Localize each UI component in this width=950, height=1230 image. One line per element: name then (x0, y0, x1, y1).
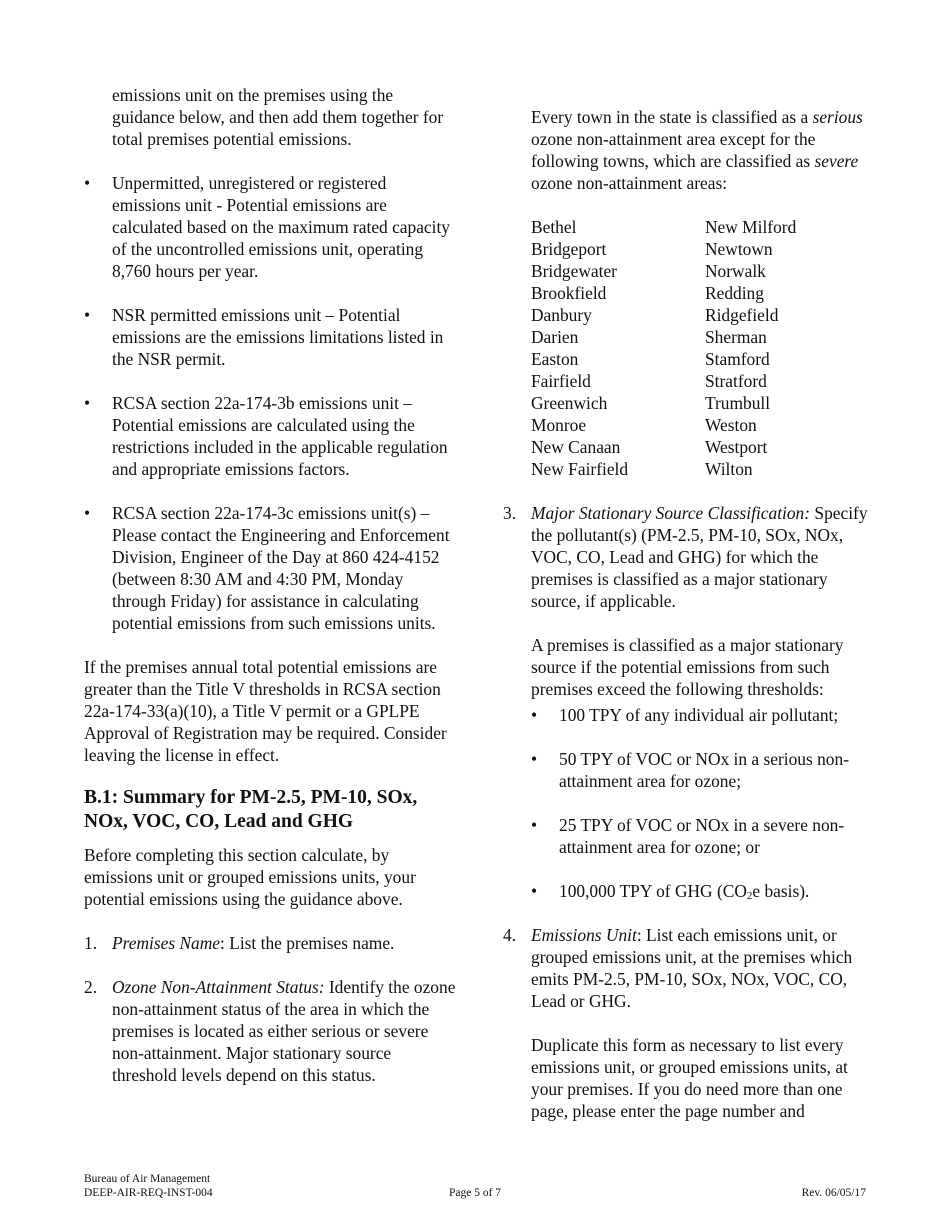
bullet-item (84, 304, 456, 370)
bullet-icon: • (531, 705, 538, 725)
title-v-paragraph: If the premises annual total potential emissions are greater than the Title V thresholds in RCSA section 22a-174-33(a)(10), a Title V permit or a GPLPE Approval of Registration may be required. Consider leaving the license in effect. (84, 657, 447, 765)
item-text: Identify the ozone non-attainment status of the area in which the premises is located as either serious or severe non-attainment. Major stationary source threshold levels depend on this status. (112, 977, 456, 1085)
threshold-text: 25 TPY of VOC or NOx in a severe non-attainment area for ozone; or (559, 815, 845, 857)
item-label: Major Stationary Source Classification: (531, 503, 811, 523)
bullet-icon: • (531, 815, 538, 835)
item-text: Specify the pollutant(s) (PM-2.5, PM-10, SOx, NOx, VOC, CO, Lead and GHG) for which the premises is classified as a major stationary source, if applicable. (531, 503, 868, 611)
major-source-paragraph: A premises is classified as a major stationary source if the potential emissions from such premises exceed the following thresholds: (531, 635, 844, 699)
bullet-text: RCSA section 22a-174-3c emissions unit(s) – Please contact the Engineering and Enforcement Division, Engineer of the Day at 860 424-4152 (between 8:30 AM and 4:30 PM, Monday through Friday) for assistance in calculating potential emissions from such emissions units. (112, 503, 450, 633)
item-text: : List the premises name. (220, 933, 395, 953)
item-label: Ozone Non-Attainment Status: (112, 977, 325, 997)
item-number: 3. (503, 503, 517, 523)
bullet-item (84, 172, 456, 282)
bullet-text: NSR permitted emissions unit – Potential emissions are the emissions limitations listed in the NSR permit. (112, 305, 444, 369)
section-heading: B.1: Summary for PM-2.5, PM-10, SOx, NOx, VOC, CO, Lead and GHG (84, 787, 418, 832)
threshold-item (503, 704, 875, 726)
bullet-icon: • (84, 503, 91, 523)
threshold-item (503, 814, 875, 858)
bullet-item (84, 502, 456, 634)
right-column (503, 106, 875, 1122)
table-row: Bethel New Milford (531, 217, 797, 237)
footer-bureau: Bureau of Air Management (84, 1173, 211, 1185)
item-label: Premises Name (112, 933, 221, 953)
table-row: New Canaan Westport (531, 437, 768, 457)
table-row: Bridgeport Newtown (531, 239, 773, 259)
threshold-text: 100,000 TPY of GHG ($CO_2e$ basis). (559, 881, 810, 902)
intro-paragraph: emissions unit on the premises using the guidance below, and then add them together for total premises potential emissions. (112, 85, 444, 149)
threshold-text: 100 TPY of any individual air pollutant; (559, 705, 839, 725)
bullet-item (84, 392, 456, 480)
bullet-icon: • (531, 881, 538, 901)
bullet-icon: • (84, 305, 91, 325)
severe-towns-table (531, 216, 796, 480)
numbered-item-4 (503, 924, 875, 1012)
table-row: Greenwich Trumbull (531, 393, 771, 413)
numbered-item-3 (503, 502, 875, 612)
bullet-text: Unpermitted, unregistered or registered emissions unit - Potential emissions are calculated based on the maximum rated capacity of the uncontrolled emissions unit, operating 8,760 hours per year. (112, 173, 451, 281)
numbered-item-2 (84, 976, 456, 1086)
ozone-paragraph: Every town in the state is classified as a serious ozone non-attainment area except for the following towns, which are classified as severe ozone non-attainment areas: (531, 107, 863, 193)
table-row: Danbury Ridgefield (531, 305, 779, 325)
bullet-icon: • (84, 393, 91, 413)
table-row: Darien Sherman (531, 327, 767, 347)
section-intro: Before completing this section calculate, by emissions unit or grouped emissions units, your potential emissions using the guidance above. (84, 845, 416, 909)
footer-form-id: DEEP-AIR-REQ-INST-004 (84, 1187, 213, 1199)
item-text: : List each emissions unit, or grouped emissions unit, at the premises which emits PM-2.5, PM-10, SOx, NOx, VOC, CO, Lead or GHG. (531, 925, 853, 1011)
threshold-item (503, 880, 875, 902)
bullet-icon: • (84, 173, 91, 193)
bullet-text: RCSA section 22a-174-3b emissions unit – Potential emissions are calculated using the restrictions included in the applicable regulation and appropriate emissions factors. (112, 393, 448, 479)
table-row: Bridgewater Norwalk (531, 261, 766, 281)
table-row: New Fairfield Wilton (531, 459, 753, 479)
numbered-item-1 (84, 932, 456, 954)
footer-revision: Rev. 06/05/17 (801, 1187, 866, 1199)
item-number: 2. (84, 977, 98, 997)
left-column (84, 84, 456, 1086)
table-row: Monroe Weston (531, 415, 757, 435)
table-row: Easton Stamford (531, 349, 770, 369)
item-number: 1. (84, 933, 98, 953)
threshold-text: 50 TPY of VOC or NOx in a serious non-attainment area for ozone; (559, 749, 849, 791)
item-label: Emissions Unit (531, 925, 637, 945)
bullet-icon: • (531, 749, 538, 769)
duplicate-paragraph: Duplicate this form as necessary to list every emissions unit, or grouped emissions units, at your premises. If you do need more than one page, please enter the page number and (531, 1035, 848, 1121)
footer-page-number: Page 5 of 7 (448, 1187, 502, 1199)
table-row: Fairfield Stratford (531, 371, 767, 391)
item-number: 4. (503, 925, 517, 945)
threshold-item (503, 748, 875, 792)
table-row: Brookfield Redding (531, 283, 764, 303)
